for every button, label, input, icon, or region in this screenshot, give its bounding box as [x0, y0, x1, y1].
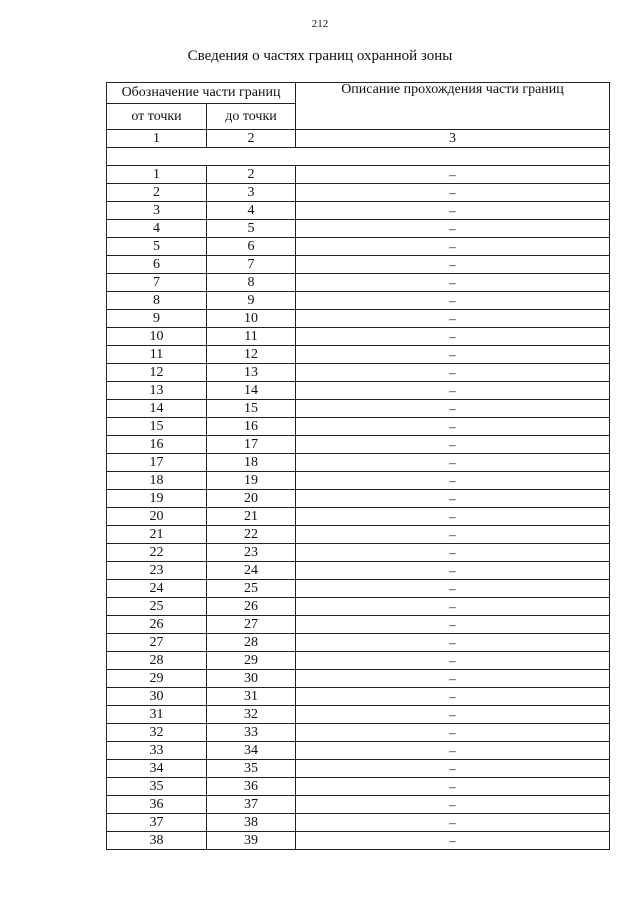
cell-to-point: 23 [207, 544, 296, 562]
cell-description: – [296, 760, 610, 778]
table-row [107, 580, 610, 598]
cell-to-point: 16 [207, 418, 296, 436]
cell-description: – [296, 328, 610, 346]
cell-to-point: 26 [207, 598, 296, 616]
cell-to-point: 17 [207, 436, 296, 454]
cell-from-point: 25 [107, 598, 207, 616]
cell-from-point: 17 [107, 454, 207, 472]
cell-description: – [296, 724, 610, 742]
cell-from-point: 3 [107, 202, 207, 220]
cell-from-point: 26 [107, 616, 207, 634]
cell-description: – [296, 220, 610, 238]
cell-to-point: 32 [207, 706, 296, 724]
cell-to-point: 28 [207, 634, 296, 652]
document-title: Сведения о частях границ охранной зоны [187, 48, 453, 64]
cell-from-point: 14 [107, 400, 207, 418]
cell-from-point: 32 [107, 724, 207, 742]
cell-description: – [296, 166, 610, 184]
cell-to-point: 13 [207, 364, 296, 382]
blank-row [107, 148, 610, 166]
table-row [107, 418, 610, 436]
cell-to-point: 39 [207, 832, 296, 850]
cell-from-point: 35 [107, 778, 207, 796]
cell-to-point: 6 [207, 238, 296, 256]
cell-from-point: 8 [107, 292, 207, 310]
table-row [107, 292, 610, 310]
cell-to-point: 30 [207, 670, 296, 688]
table-row [107, 256, 610, 274]
cell-from-point: 4 [107, 220, 207, 238]
table-row [107, 184, 610, 202]
cell-to-point: 21 [207, 508, 296, 526]
cell-from-point: 29 [107, 670, 207, 688]
table-row [107, 778, 610, 796]
cell-description: – [296, 508, 610, 526]
table-row [107, 202, 610, 220]
cell-description: – [296, 400, 610, 418]
cell-from-point: 10 [107, 328, 207, 346]
cell-description: – [296, 364, 610, 382]
cell-from-point: 20 [107, 508, 207, 526]
table-row [107, 310, 610, 328]
cell-to-point: 20 [207, 490, 296, 508]
cell-description: – [296, 598, 610, 616]
cell-description: – [296, 274, 610, 292]
table-row [107, 166, 610, 184]
cell-description: – [296, 454, 610, 472]
cell-to-point: 38 [207, 814, 296, 832]
cell-to-point: 18 [207, 454, 296, 472]
page-number: 212 [311, 18, 329, 30]
cell-to-point: 36 [207, 778, 296, 796]
table-row [107, 634, 610, 652]
cell-to-point: 35 [207, 760, 296, 778]
cell-to-point: 37 [207, 796, 296, 814]
cell-from-point: 36 [107, 796, 207, 814]
cell-to-point: 29 [207, 652, 296, 670]
cell-description: – [296, 310, 610, 328]
table-row [107, 796, 610, 814]
cell-to-point: 11 [207, 328, 296, 346]
cell-from-point: 21 [107, 526, 207, 544]
cell-from-point: 34 [107, 760, 207, 778]
table-row [107, 526, 610, 544]
cell-from-point: 5 [107, 238, 207, 256]
cell-description: – [296, 436, 610, 454]
cell-from-point: 18 [107, 472, 207, 490]
cell-from-point: 12 [107, 364, 207, 382]
cell-description: – [296, 292, 610, 310]
table-body [107, 166, 610, 850]
boundary-table [106, 82, 610, 850]
table-row [107, 688, 610, 706]
table-row [107, 706, 610, 724]
cell-from-point: 7 [107, 274, 207, 292]
cell-to-point: 2 [207, 166, 296, 184]
cell-to-point: 5 [207, 220, 296, 238]
cell-from-point: 22 [107, 544, 207, 562]
cell-from-point: 2 [107, 184, 207, 202]
table-row [107, 508, 610, 526]
cell-description: – [296, 202, 610, 220]
cell-description: – [296, 472, 610, 490]
cell-description: – [296, 184, 610, 202]
cell-description: – [296, 670, 610, 688]
cell-to-point: 31 [207, 688, 296, 706]
cell-description: – [296, 796, 610, 814]
cell-from-point: 15 [107, 418, 207, 436]
table-row [107, 400, 610, 418]
table-row [107, 760, 610, 778]
table-row [107, 328, 610, 346]
cell-from-point: 37 [107, 814, 207, 832]
cell-to-point: 4 [207, 202, 296, 220]
cell-description: – [296, 580, 610, 598]
table-row [107, 436, 610, 454]
cell-to-point: 19 [207, 472, 296, 490]
cell-from-point: 31 [107, 706, 207, 724]
cell-from-point: 33 [107, 742, 207, 760]
cell-from-point: 24 [107, 580, 207, 598]
column-number: 2 [207, 130, 296, 148]
cell-from-point: 1 [107, 166, 207, 184]
table-row [107, 832, 610, 850]
cell-description: – [296, 652, 610, 670]
cell-to-point: 33 [207, 724, 296, 742]
cell-description: – [296, 526, 610, 544]
cell-description: – [296, 634, 610, 652]
table-row [107, 616, 610, 634]
table-row [107, 742, 610, 760]
cell-from-point: 9 [107, 310, 207, 328]
cell-to-point: 9 [207, 292, 296, 310]
cell-to-point: 8 [207, 274, 296, 292]
table-row [107, 274, 610, 292]
column-number: 1 [107, 130, 207, 148]
cell-from-point: 30 [107, 688, 207, 706]
cell-from-point: 11 [107, 346, 207, 364]
cell-description: – [296, 382, 610, 400]
cell-description: – [296, 490, 610, 508]
cell-description: – [296, 544, 610, 562]
cell-to-point: 27 [207, 616, 296, 634]
cell-from-point: 13 [107, 382, 207, 400]
cell-from-point: 38 [107, 832, 207, 850]
table-row [107, 238, 610, 256]
header-from-point: от точки [107, 104, 207, 130]
cell-to-point: 25 [207, 580, 296, 598]
table-row [107, 724, 610, 742]
cell-to-point: 15 [207, 400, 296, 418]
table-row [107, 652, 610, 670]
cell-description: – [296, 706, 610, 724]
header-description: Описание прохождения части границ [296, 83, 610, 130]
cell-description: – [296, 778, 610, 796]
cell-to-point: 24 [207, 562, 296, 580]
cell-description: – [296, 562, 610, 580]
cell-description: – [296, 832, 610, 850]
table-row [107, 598, 610, 616]
table-row [107, 382, 610, 400]
cell-description: – [296, 346, 610, 364]
cell-description: – [296, 238, 610, 256]
table-row [107, 220, 610, 238]
header-to-point: до точки [207, 104, 296, 130]
table-row [107, 364, 610, 382]
table-row [107, 670, 610, 688]
cell-to-point: 22 [207, 526, 296, 544]
cell-description: – [296, 418, 610, 436]
cell-to-point: 14 [207, 382, 296, 400]
cell-description: – [296, 256, 610, 274]
cell-to-point: 3 [207, 184, 296, 202]
cell-description: – [296, 742, 610, 760]
table-row [107, 562, 610, 580]
cell-from-point: 16 [107, 436, 207, 454]
table-row [107, 346, 610, 364]
cell-to-point: 7 [207, 256, 296, 274]
cell-from-point: 23 [107, 562, 207, 580]
table-row [107, 544, 610, 562]
table-row [107, 814, 610, 832]
table-row [107, 490, 610, 508]
cell-to-point: 12 [207, 346, 296, 364]
cell-from-point: 28 [107, 652, 207, 670]
cell-from-point: 6 [107, 256, 207, 274]
cell-description: – [296, 814, 610, 832]
cell-to-point: 10 [207, 310, 296, 328]
cell-from-point: 19 [107, 490, 207, 508]
table-row [107, 472, 610, 490]
header-boundary-designation: Обозначение части границ [107, 83, 296, 104]
cell-to-point: 34 [207, 742, 296, 760]
cell-from-point: 27 [107, 634, 207, 652]
cell-description: – [296, 688, 610, 706]
cell-description: – [296, 616, 610, 634]
table-row [107, 454, 610, 472]
column-number: 3 [296, 130, 610, 148]
